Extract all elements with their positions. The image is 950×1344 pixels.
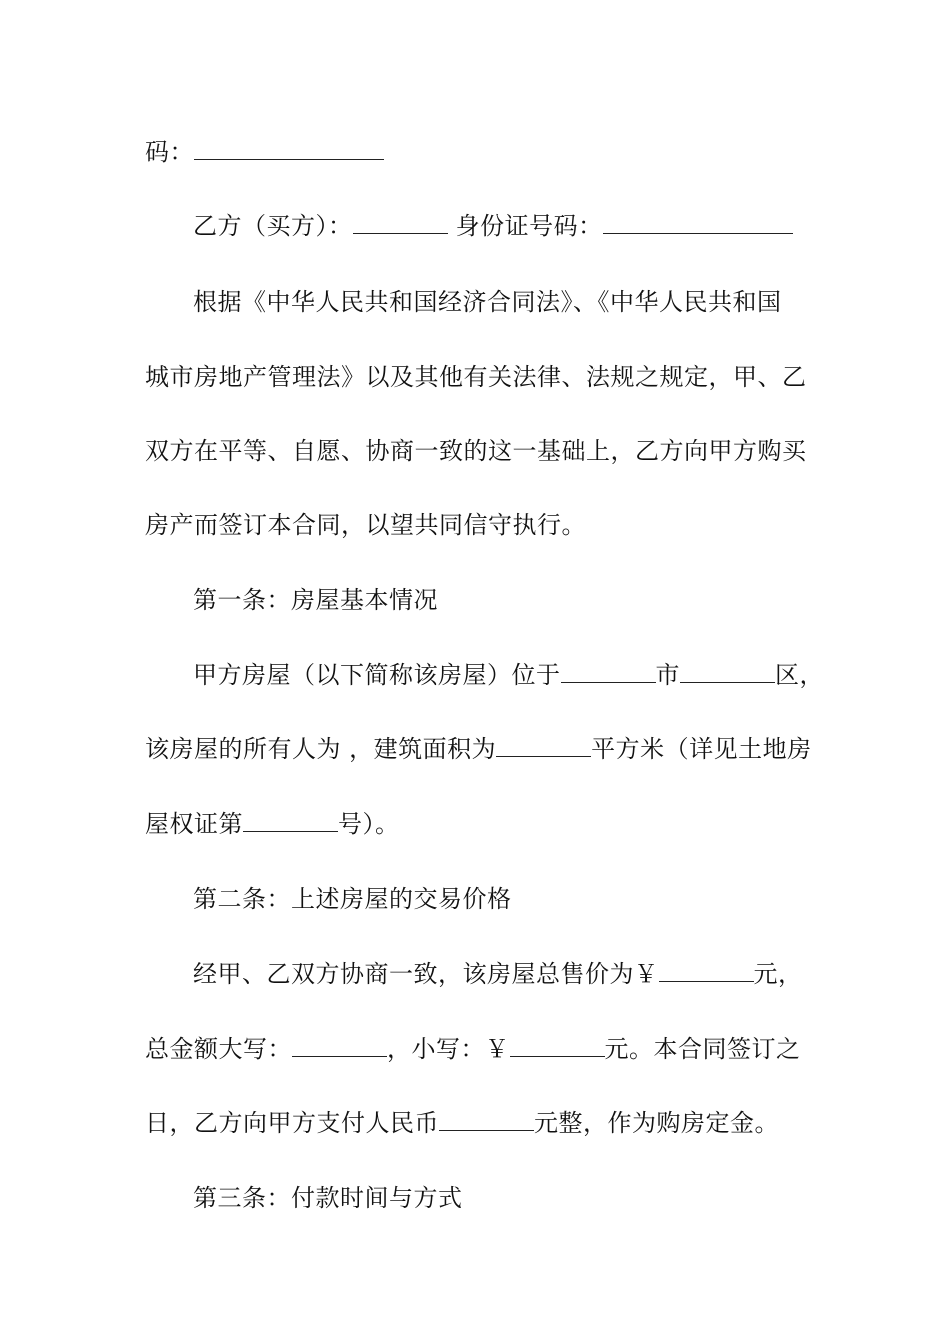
blank-field[interactable] — [496, 734, 591, 757]
paragraph-line — [145, 433, 807, 469]
blank-field[interactable] — [659, 959, 754, 982]
text: 日，乙方向甲方支付人民币 — [145, 1109, 439, 1137]
text: 元整，作为购房定金。 — [534, 1109, 779, 1137]
line-party-b — [193, 208, 793, 244]
paragraph-line — [145, 806, 400, 842]
text: 屋权证第 — [145, 810, 243, 838]
text: 城市房地产管理法》以及其他有关法律、法规之规定，甲、乙 — [145, 363, 807, 391]
text: 元。本合同签订之 — [604, 1035, 801, 1063]
text: 第一条：房屋基本情况 — [193, 586, 438, 614]
text: 平方米（详见土地房 — [591, 735, 812, 763]
paragraph-line — [145, 731, 812, 767]
paragraph-line — [193, 956, 803, 992]
blank-field[interactable] — [243, 809, 338, 832]
text: 市 — [655, 661, 680, 689]
text: 经甲、乙双方协商一致，该房屋总售价为￥ — [193, 960, 659, 988]
text: 号）。 — [338, 810, 400, 838]
blank-field[interactable] — [194, 137, 384, 160]
section-heading — [193, 1180, 463, 1216]
text: 房产而签订本合同，以望共同信守执行。 — [145, 511, 586, 539]
text: 第三条：付款时间与方式 — [193, 1184, 463, 1212]
text: 第二条：上述房屋的交易价格 — [193, 885, 512, 913]
section-heading — [193, 881, 512, 917]
paragraph-line — [145, 1031, 801, 1067]
text: 总金额大写： — [145, 1035, 292, 1063]
text: 区， — [775, 661, 824, 689]
paragraph-line — [193, 657, 824, 693]
paragraph-line — [145, 359, 807, 395]
blank-field[interactable] — [603, 211, 793, 234]
paragraph-line — [145, 1105, 779, 1141]
blank-field[interactable] — [353, 211, 448, 234]
line-id-number-continued — [145, 134, 384, 170]
blank-field[interactable] — [680, 660, 775, 683]
text: 根据《中华人民共和国经济合同法》、《中华人民共和国 — [193, 288, 782, 316]
text: 元， — [753, 960, 803, 988]
text: 码： — [145, 138, 194, 166]
blank-field[interactable] — [439, 1108, 534, 1131]
blank-field[interactable] — [510, 1034, 605, 1057]
text: 身份证号码： — [447, 212, 603, 240]
text: 双方在平等、自愿、协商一致的这一基础上，乙方向甲方购买 — [145, 437, 807, 465]
section-heading — [193, 582, 438, 618]
text: 该房屋的所有人为 ，建筑面积为 — [145, 735, 497, 763]
text: ，小写：￥ — [387, 1035, 510, 1063]
text: 甲方房屋（以下简称该房屋）位于 — [193, 661, 561, 689]
blank-field[interactable] — [292, 1034, 387, 1057]
text: 乙方（买方）： — [193, 212, 353, 240]
blank-field[interactable] — [561, 660, 656, 683]
paragraph-line — [145, 507, 586, 543]
paragraph-line — [193, 284, 782, 320]
